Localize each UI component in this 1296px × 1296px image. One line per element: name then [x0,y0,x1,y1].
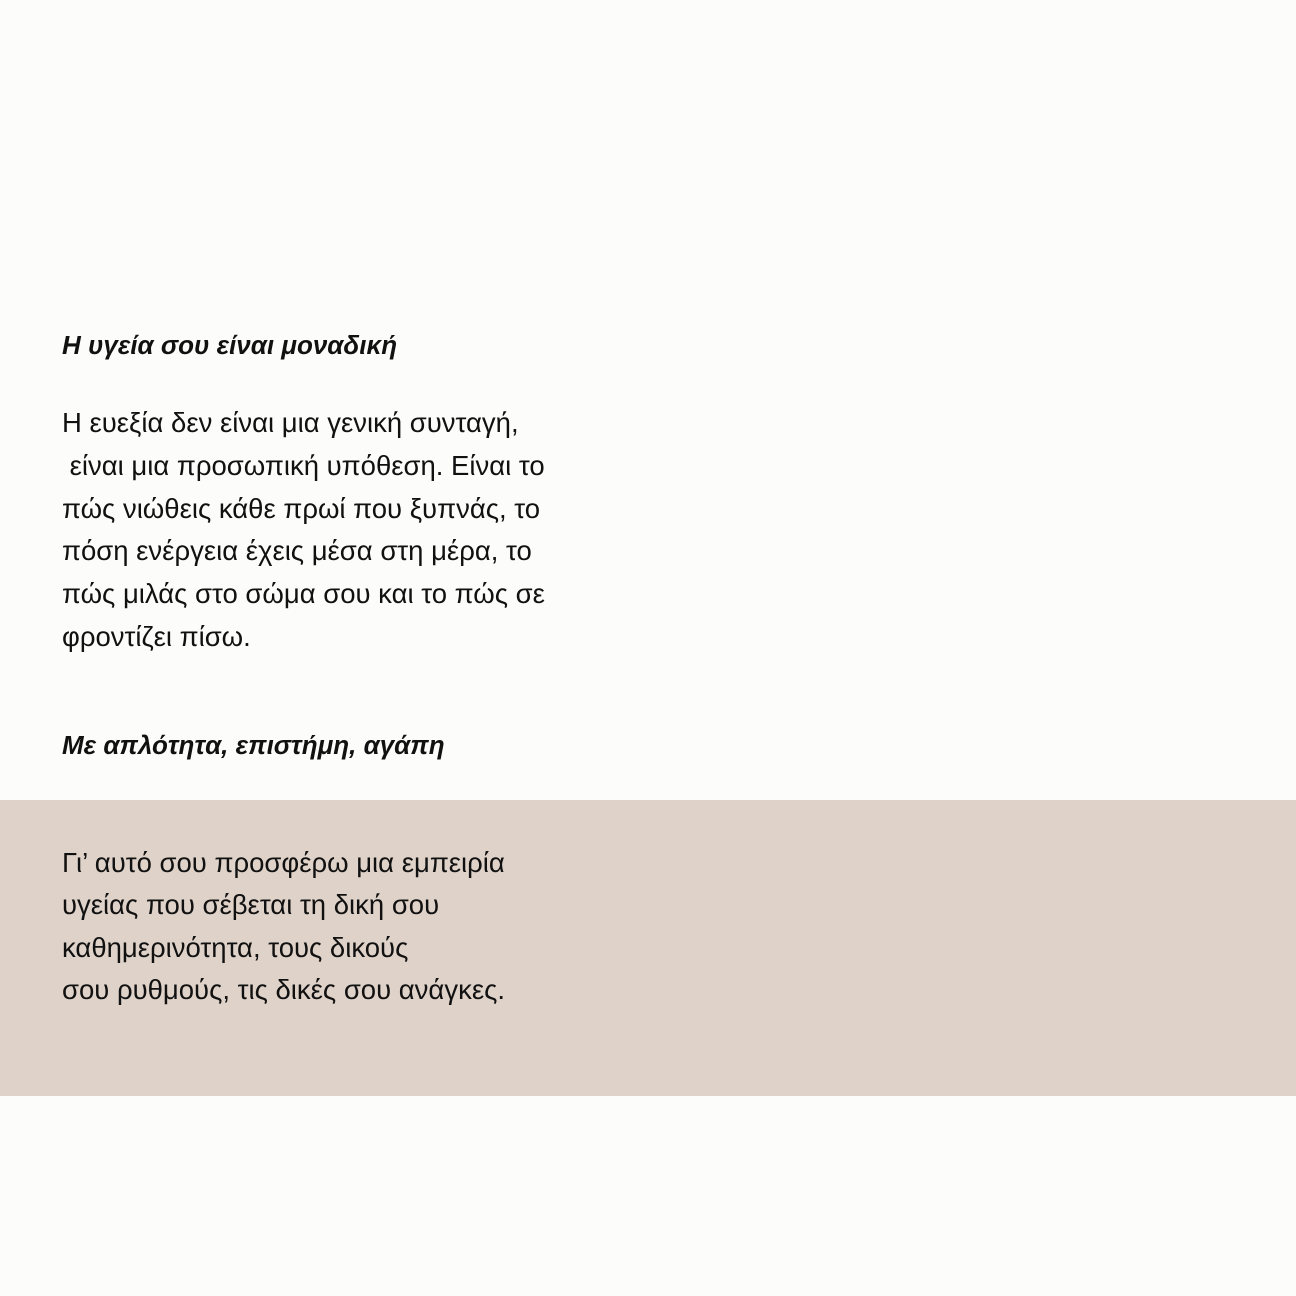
paragraph-wellness [62,402,545,659]
section-heading-unique-health: Η υγεία σου είναι μοναδική [62,330,398,360]
section-heading-simplicity: Με απλότητα, επιστήμη, αγάπη [62,730,445,760]
paragraph-line: πώς μιλάς στο σώμα σου και το πώς σε [62,578,545,610]
paragraph-line: υγείας που σέβεται τη δική σου [62,889,440,921]
paragraph-line: πόση ενέργεια έχεις μέσα στη μέρα, το [62,535,532,567]
paragraph-line: σου ρυθμούς, τις δικές σου ανάγκες. [62,973,505,1005]
paragraph-line: καθημερινότητα, τους δικούς [62,931,409,963]
paragraph-line: Γι’ αυτό σου προσφέρω μια εμπειρία [62,847,505,878]
paragraph-line: Η ευεξία δεν είναι μια γενική συνταγή, [62,407,519,438]
paragraph-line: είναι μια προσωπική υπόθεση. Είναι το [62,449,545,481]
paragraph-line: φροντίζει πίσω. [62,620,251,652]
paragraph-offer [62,842,505,1011]
paragraph-line: πώς νιώθεις κάθε πρωί που ξυπνάς, το [62,492,541,524]
